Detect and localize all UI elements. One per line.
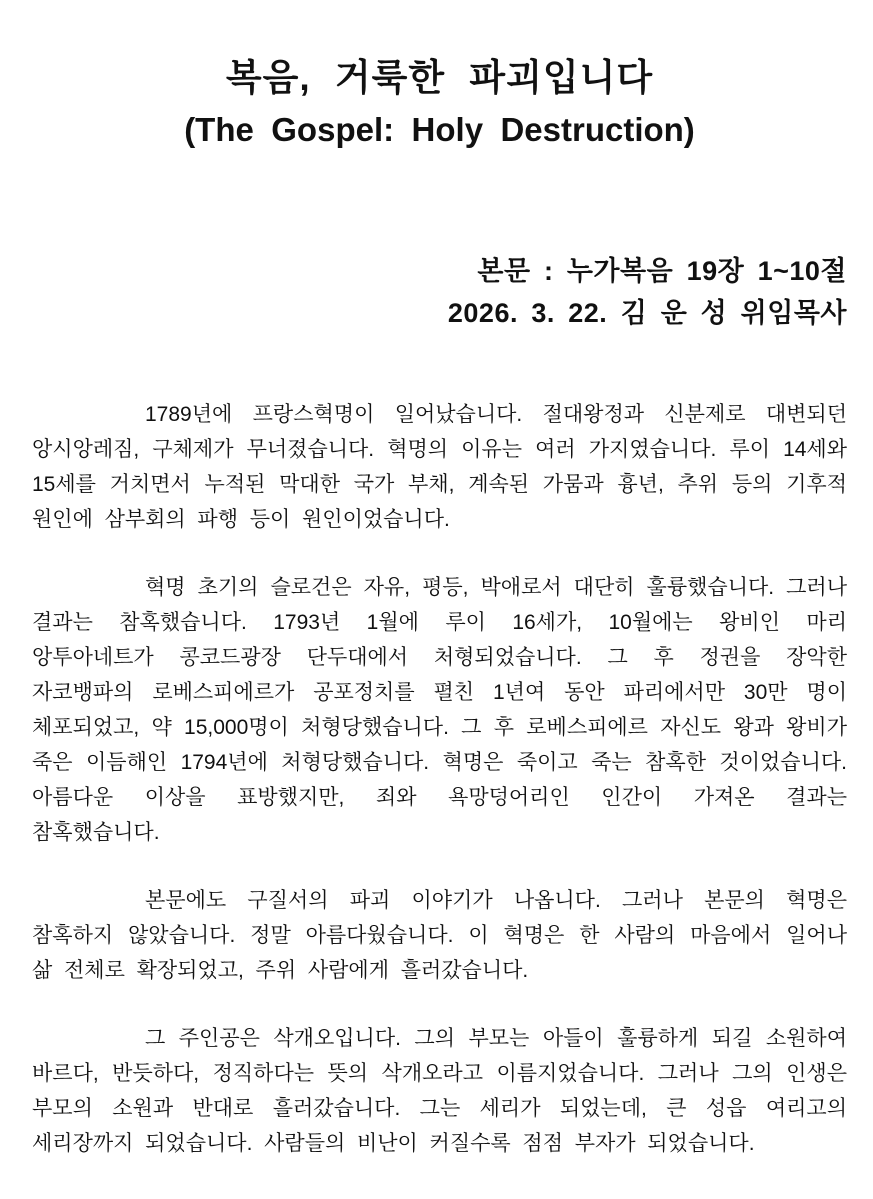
sermon-document-page (0, 52, 873, 1199)
paragraph: 본문에도 구질서의 파괴 이야기가 나옵니다. 그러나 본문의 혁명은 참혹하지 않았습니다. 정말 아름다웠습니다. 이 혁명은 한 사람의 마음에서 일어나 삶 전체로 확장되었고, 주위 사람에게 흘러갔습니다. (32, 889, 847, 982)
sermon-title-english: (The Gospel: Holy Destruction) (184, 111, 695, 148)
paragraph: 그 주인공은 삭개오입니다. 그의 부모는 아들이 훌륭하게 되길 소원하여 바르다, 반듯하다, 정직하다는 뜻의 삭개오라고 이름지었습니다. 그러나 그의 인생은 부모의 소원과 반대로 흘러갔습니다. 그는 세리가 되었는데, 큰 성읍 여리고의 세리장까지 되었습니다. 사람들의 비난이 커질수록 점점 부자가 되었습니다. (32, 1027, 847, 1155)
paragraph: 1789년에 프랑스혁명이 일어났습니다. 절대왕정과 신분제로 대변되던 앙시앙레짐, 구체제가 무너졌습니다. 혁명의 이유는 여러 가지였습니다. 루이 14세와 15세를 거치면서 누적된 막대한 국가 부채, 계속된 가뭄과 흉년, 추위 등의 기후적 원인에 삼부회의 파행 등이 원인이었습니다. (32, 403, 847, 531)
paragraph: 혁명 초기의 슬로건은 자유, 평등, 박애로서 대단히 훌륭했습니다. 그러나 결과는 참혹했습니다. 1793년 1월에 루이 16세가, 10월에는 왕비인 마리 앙투아네트가 콩코드광장 단두대에서 처형되었습니다. 그 후 정권을 장악한 자코뱅파의 로베스피에르가 공포정치를 펼친 1년여 동안 파리에서만 30만 명이 체포되었고, 약 15,000명이 처형당했습니다. 그 후 로베스피에르 자신도 왕과 왕비가 죽은 이듬해인 1794년에 처형당했습니다. 혁명은 죽이고 죽는 참혹한 것이었습니다. 아름다운 이상을 표방했지만, 죄와 욕망덩어리인 인간이 가져온 결과는 참혹했습니다. (32, 576, 847, 844)
scripture-reference: 본문 : 누가복음 19장 1~10절 (477, 256, 847, 286)
sermon-body (32, 397, 847, 1161)
info-block (32, 250, 847, 334)
sermon-title-korean: 복음, 거룩한 파괴입니다 (225, 57, 654, 98)
title-block (32, 52, 847, 156)
date-and-author: 2026. 3. 22. 김 운 성 위임목사 (447, 298, 847, 328)
